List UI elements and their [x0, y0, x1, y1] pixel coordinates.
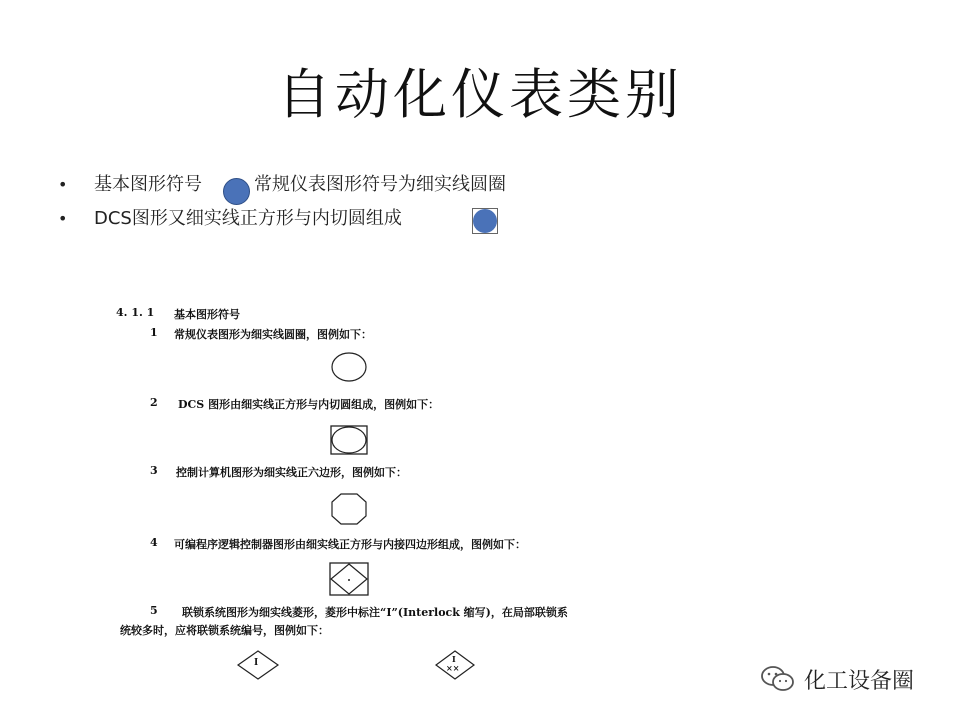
bullet-text: DCS图形又细实线正方形与内切圆组成	[94, 208, 402, 229]
item-number: 4	[150, 536, 158, 549]
watermark	[760, 664, 914, 694]
wechat-icon	[760, 665, 796, 693]
circle-symbol-icon	[332, 353, 366, 381]
dcs-inner-circle-icon	[473, 209, 497, 233]
item-number: 1	[150, 326, 158, 339]
dcs-square-circle-icon	[472, 208, 498, 234]
square-diamond-symbol-icon	[330, 563, 368, 595]
slide-title: 自动化仪表类别	[277, 63, 683, 126]
item-text: 联锁系统图形为细实线菱形，菱形中标注“I”(Interlock 缩写)，在局部联锁系	[182, 606, 568, 619]
section-title: 基本图形符号	[174, 308, 240, 321]
square-circle-symbol-icon	[331, 426, 367, 454]
item-text: 控制计算机图形为细实线正六边形，图例如下：	[176, 466, 407, 479]
bullet-text-continuation: 常规仪表图形符号为细实线圆圈	[254, 174, 506, 195]
scanned-standard-excerpt	[100, 298, 690, 698]
bullet-dot: •	[58, 209, 68, 228]
watermark-text: 化工设备圈	[804, 668, 915, 694]
diamond-sub-label: ××	[446, 663, 460, 673]
item-number: 2	[150, 396, 158, 409]
instrument-circle-icon	[223, 178, 250, 205]
hexagon-symbol-icon	[332, 494, 366, 524]
item-number: 5	[150, 604, 158, 617]
item-text: 常规仪表图形为细实线圆圈，图例如下：	[174, 328, 372, 341]
item-text-continuation: 统较多时，应将联锁系统编号，图例如下：	[120, 624, 329, 637]
diamond-label: I	[452, 654, 456, 664]
bullet-dot: •	[58, 175, 68, 194]
diamond-label: I	[254, 658, 259, 668]
item-text: DCS 图形由细实线正方形与内切圆组成，图例如下：	[178, 398, 440, 411]
section-number: 4. 1. 1	[116, 306, 155, 319]
item-number: 3	[150, 464, 158, 477]
symbol-drawings	[100, 298, 690, 698]
bullet-text: 基本图形符号	[94, 174, 202, 195]
item-text: 可编程序逻辑控制器图形由细实线正方形与内接四边形组成，图例如下：	[174, 538, 526, 551]
